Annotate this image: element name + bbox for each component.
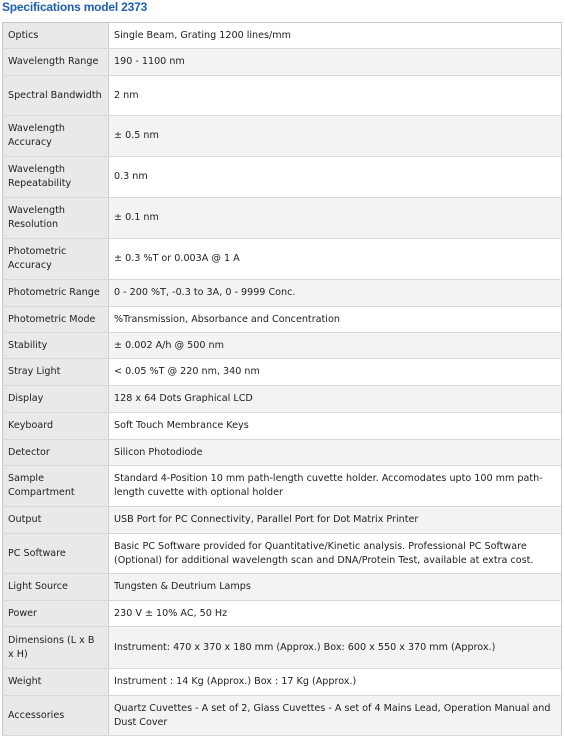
spec-label: Output xyxy=(3,507,109,534)
spec-value: < 0.05 %T @ 220 nm, 340 nm xyxy=(109,359,562,386)
table-row xyxy=(3,116,562,157)
spec-value: Instrument: 470 x 370 x 180 mm (Approx.) Box: 600 x 550 x 370 mm (Approx.) xyxy=(109,627,562,669)
spec-label: Detector xyxy=(3,440,109,466)
table-row xyxy=(3,239,562,280)
spec-value: Silicon Photodiode xyxy=(109,440,562,466)
table-row xyxy=(3,440,562,466)
table-row xyxy=(3,76,562,116)
spec-value: 230 V ± 10% AC, 50 Hz xyxy=(109,601,562,627)
table-row xyxy=(3,333,562,359)
spec-label: Accessories xyxy=(3,696,109,736)
table-row xyxy=(3,386,562,413)
spec-value: ± 0.5 nm xyxy=(109,116,562,157)
spec-value: Basic PC Software provided for Quantitative/Kinetic analysis. Professional PC Software (Optional) for additional wavelength scan and DNA/Protein Test, available at extra cost. xyxy=(109,534,562,574)
spec-value: ± 0.3 %T or 0.003A @ 1 A xyxy=(109,239,562,280)
table-row xyxy=(3,669,562,696)
spec-label: Stray Light xyxy=(3,359,109,386)
table-row xyxy=(3,280,562,307)
spec-label: Power xyxy=(3,601,109,627)
table-row xyxy=(3,157,562,198)
spec-value: 190 - 1100 nm xyxy=(109,49,562,76)
table-row xyxy=(3,307,562,333)
spec-value: ± 0.1 nm xyxy=(109,198,562,239)
table-row xyxy=(3,534,562,574)
spec-value: Standard 4-Position 10 mm path-length cuvette holder. Accomodates upto 100 mm path-length cuvette with optional holder xyxy=(109,466,562,507)
table-row xyxy=(3,466,562,507)
spec-value: 2 nm xyxy=(109,76,562,116)
spec-label: Photometric Range xyxy=(3,280,109,307)
spec-label: Photometric Accuracy xyxy=(3,239,109,280)
table-row xyxy=(3,49,562,76)
spec-label: Spectral Bandwidth xyxy=(3,76,109,116)
spec-label: Photometric Mode xyxy=(3,307,109,333)
spec-label: Light Source xyxy=(3,574,109,601)
spec-label: Wavelength Repeatability xyxy=(3,157,109,198)
spec-label: Wavelength Accuracy xyxy=(3,116,109,157)
spec-label: Wavelength Resolution xyxy=(3,198,109,239)
spec-label: Stability xyxy=(3,333,109,359)
spec-label: Weight xyxy=(3,669,109,696)
table-row xyxy=(3,574,562,601)
spec-label: Optics xyxy=(3,23,109,49)
spec-value: Quartz Cuvettes - A set of 2, Glass Cuvettes - A set of 4 Mains Lead, Operation Manual and Dust Cover xyxy=(109,696,562,736)
spec-value: %Transmission, Absorbance and Concentration xyxy=(109,307,562,333)
spec-label: Keyboard xyxy=(3,413,109,440)
spec-value: Instrument : 14 Kg (Approx.) Box : 17 Kg (Approx.) xyxy=(109,669,562,696)
spec-label: PC Software xyxy=(3,534,109,574)
spec-label: Sample Compartment xyxy=(3,466,109,507)
specifications-table xyxy=(2,22,562,736)
page-title: Specifications model 2373 xyxy=(2,0,148,14)
spec-label: Wavelength Range xyxy=(3,49,109,76)
spec-value: Single Beam, Grating 1200 lines/mm xyxy=(109,23,562,49)
table-row xyxy=(3,23,562,49)
spec-label: Dimensions (L x B x H) xyxy=(3,627,109,669)
spec-value: USB Port for PC Connectivity, Parallel Port for Dot Matrix Printer xyxy=(109,507,562,534)
spec-value: Soft Touch Membrance Keys xyxy=(109,413,562,440)
spec-label: Display xyxy=(3,386,109,413)
table-row xyxy=(3,696,562,736)
spec-value: 0.3 nm xyxy=(109,157,562,198)
spec-value: 0 - 200 %T, -0.3 to 3A, 0 - 9999 Conc. xyxy=(109,280,562,307)
table-row xyxy=(3,601,562,627)
spec-value: Tungsten & Deutrium Lamps xyxy=(109,574,562,601)
table-row xyxy=(3,627,562,669)
spec-value: 128 x 64 Dots Graphical LCD xyxy=(109,386,562,413)
table-row xyxy=(3,359,562,386)
table-row xyxy=(3,413,562,440)
table-row xyxy=(3,507,562,534)
spec-value: ± 0.002 A/h @ 500 nm xyxy=(109,333,562,359)
table-row xyxy=(3,198,562,239)
